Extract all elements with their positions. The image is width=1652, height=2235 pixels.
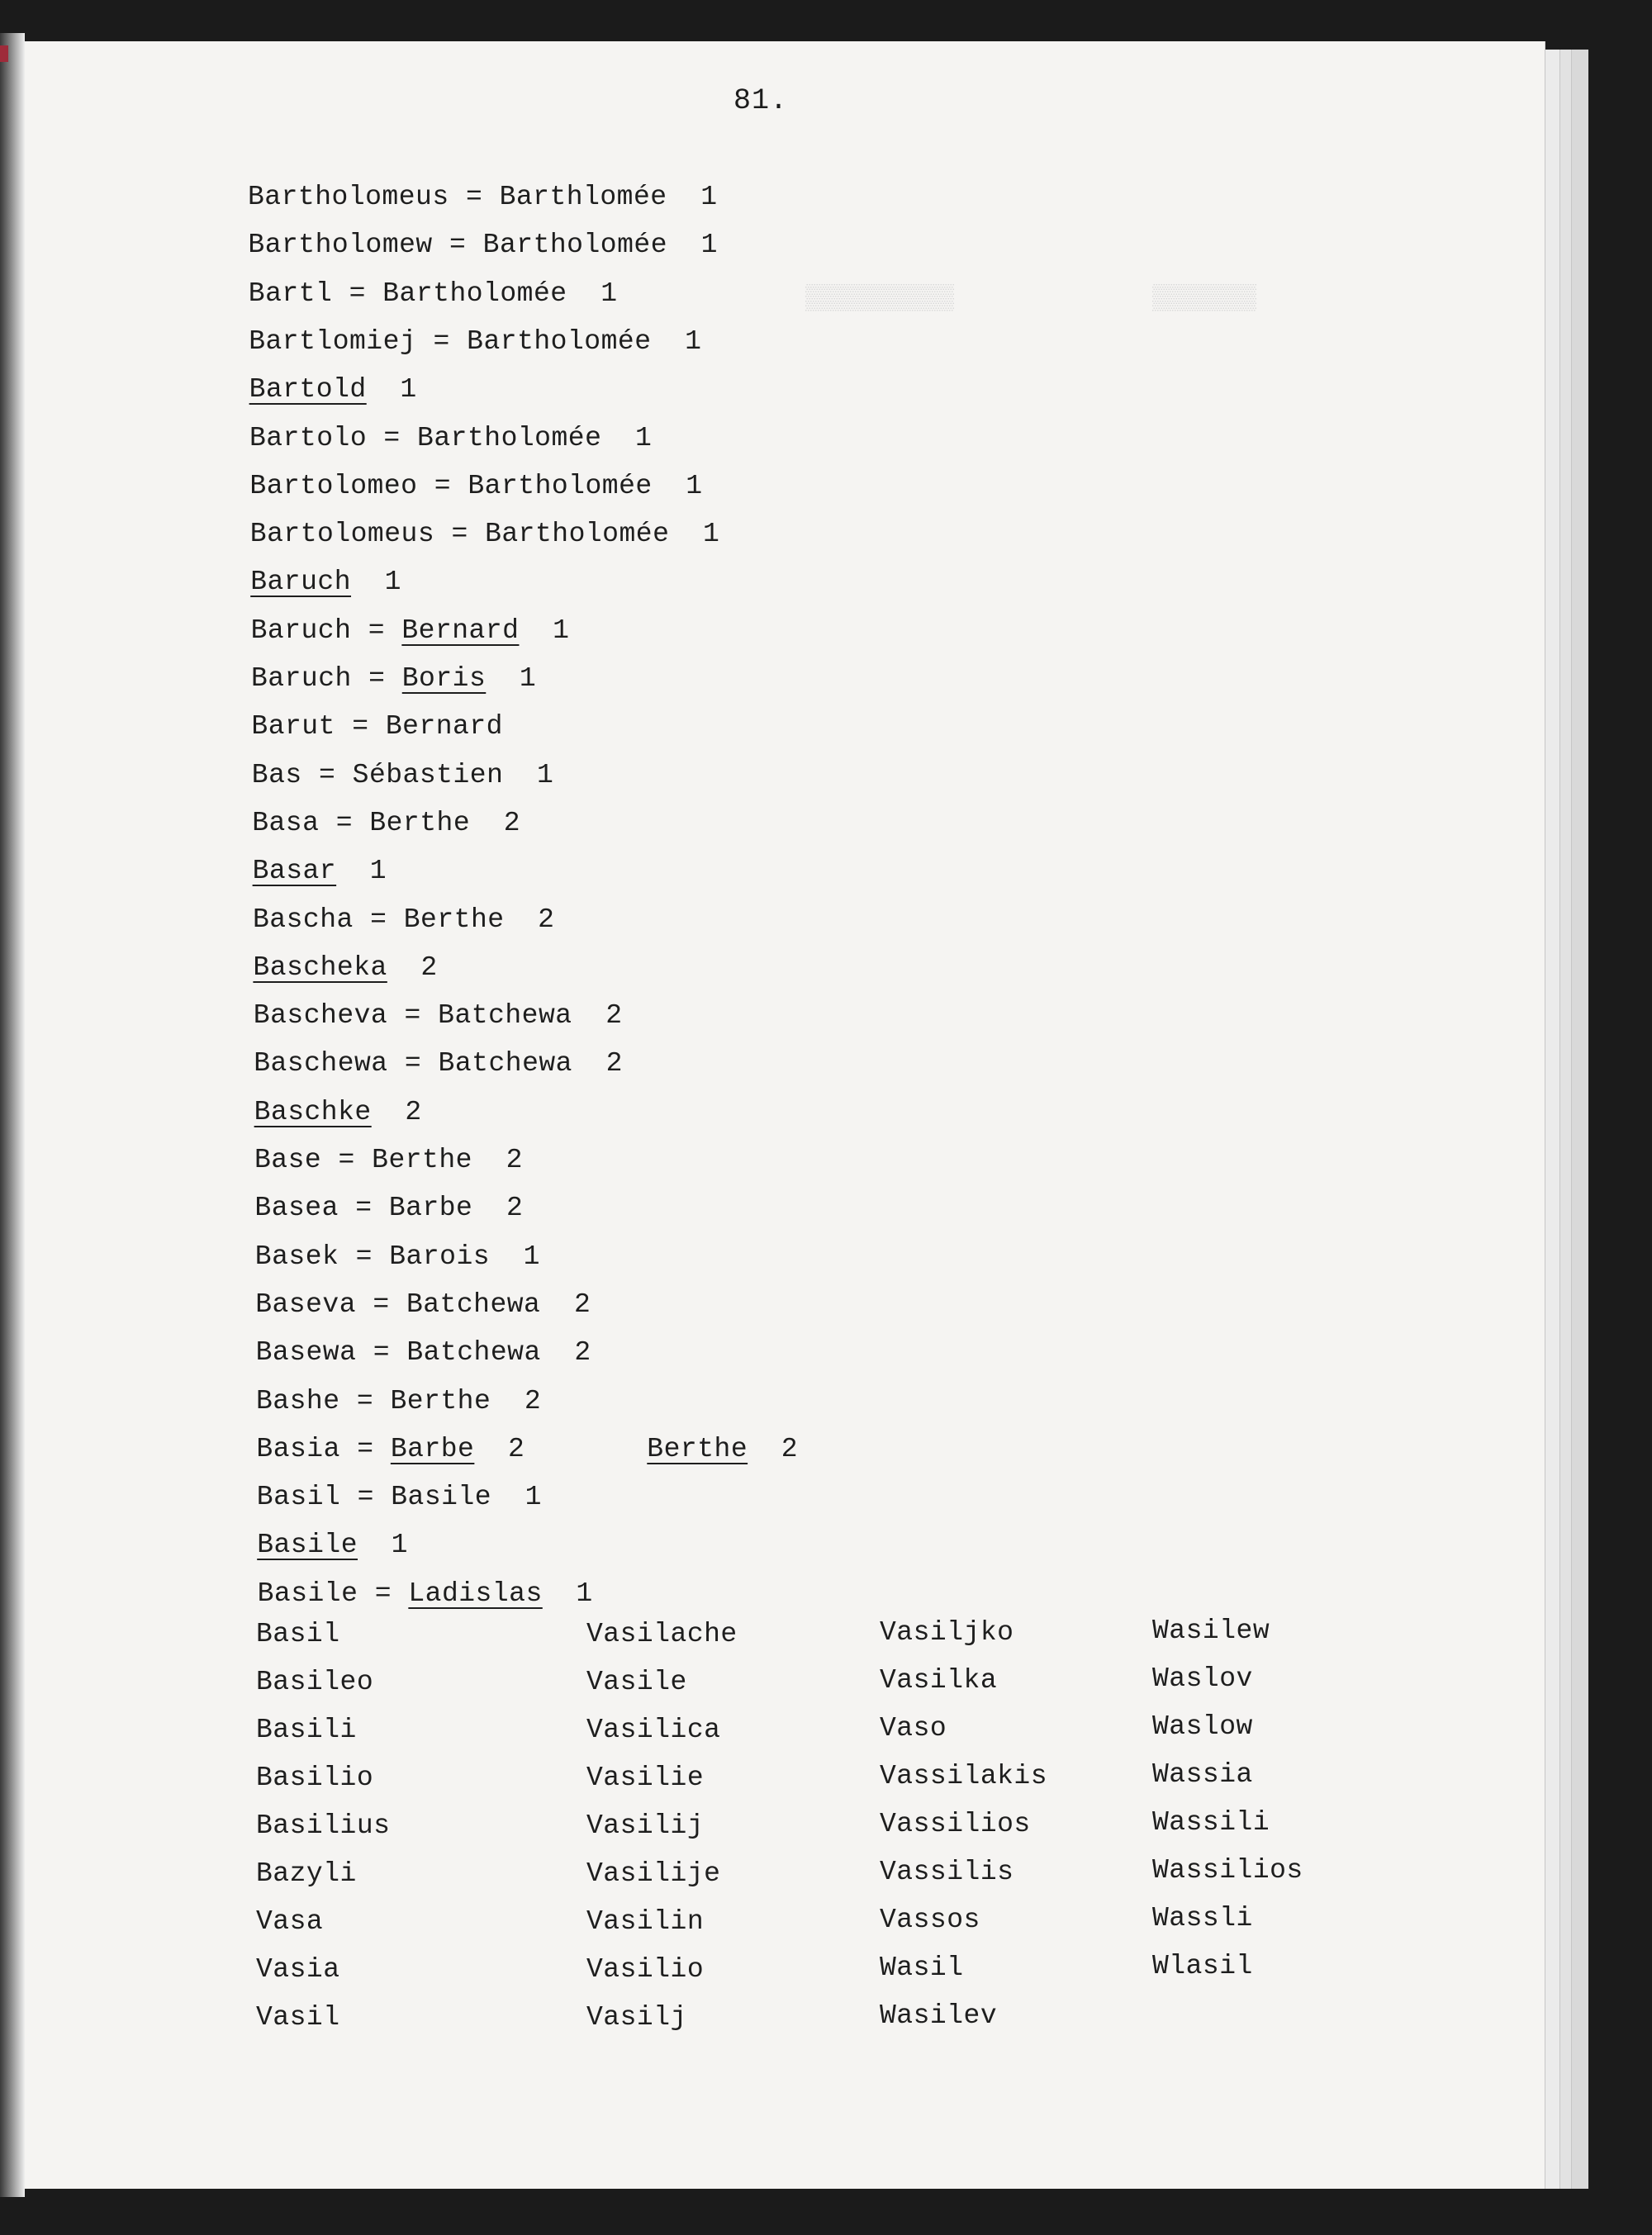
entry-equivalent: Bernard: [385, 711, 503, 743]
entry-line: [253, 904, 555, 935]
entry-equivalent: Batchewa: [406, 1337, 541, 1369]
entry-name: Bas: [251, 759, 302, 790]
binding-red-mark: [0, 45, 8, 62]
entry-count: 1: [542, 1578, 593, 1609]
entry-name: Bascheka: [253, 951, 387, 983]
equals-sign: =: [340, 1482, 392, 1513]
entry-name: Baschke: [254, 1096, 372, 1127]
entry-count: 1: [601, 422, 653, 453]
page-edge: [1559, 50, 1572, 2189]
entry-line: [254, 1097, 422, 1127]
entry-count: 2: [371, 1096, 422, 1127]
entry-name: Basewa: [255, 1337, 357, 1369]
variant-name: Waslow: [1152, 1711, 1253, 1742]
entry-equivalent: Berthe: [403, 904, 505, 935]
entry-equivalent: Barbe: [390, 1433, 475, 1464]
entry-count: 1: [336, 856, 387, 887]
entry-equivalent: Bartholomée: [382, 278, 567, 309]
entry-count: 1: [358, 1530, 408, 1561]
equals-sign: =: [416, 325, 468, 357]
variant-name: Vasilache: [586, 1619, 738, 1649]
entry-count: 1: [351, 567, 401, 598]
entry-count: 2: [387, 951, 438, 983]
equals-sign: =: [335, 711, 386, 743]
entry-line: [256, 1337, 591, 1368]
equals-sign: =: [351, 663, 402, 694]
variant-name: Bazyli: [256, 1858, 357, 1889]
variant-name: Basilio: [256, 1763, 374, 1793]
entry-count: 2: [540, 1288, 591, 1320]
variant-name: Wasilew: [1152, 1616, 1270, 1646]
entry-equivalent: Bartholomée: [417, 422, 602, 453]
entry-equivalent: Barois: [389, 1241, 491, 1272]
entry-equivalent: Berthe: [369, 807, 471, 838]
entry-name: Bartold: [249, 374, 367, 406]
entry-equivalent: Bartholomée: [467, 325, 652, 357]
entry-name: Base: [254, 1145, 322, 1175]
entry-line: [250, 519, 720, 549]
variant-name: Vasilka: [880, 1665, 998, 1696]
variant-name: Vasilie: [586, 1763, 705, 1793]
entry-count: 1: [669, 519, 720, 550]
variant-name: Basil: [256, 1619, 340, 1649]
entry-count: 2: [474, 1433, 525, 1464]
entry-equivalent: Batchewa: [438, 1048, 572, 1080]
variant-name: Vassos: [880, 1905, 980, 1935]
entry-line: [254, 1145, 523, 1175]
variant-name: Vasile: [586, 1667, 687, 1697]
entry-name: Bartholomeus: [248, 182, 449, 212]
entry-line: [249, 278, 618, 309]
entry-count: 1: [491, 1482, 542, 1513]
entry-line: [255, 1289, 591, 1320]
entry-line: [257, 1482, 542, 1512]
entry-name: Bascha: [253, 904, 354, 935]
page-number: 81.: [733, 84, 789, 117]
variant-name: Wasilev: [880, 2000, 998, 2031]
entry-count: 1: [567, 278, 618, 309]
variant-name: Vassilis: [880, 1857, 1014, 1887]
entry-line: [249, 374, 417, 405]
entry-line: [251, 711, 503, 742]
equals-sign: =: [319, 807, 370, 838]
entry-name: Baruch: [250, 567, 352, 598]
variant-name: Vasilij: [586, 1810, 705, 1841]
entry-name: Basek: [254, 1241, 339, 1272]
variant-name: Vasia: [256, 1954, 340, 1985]
variant-name: Wlasil: [1152, 1951, 1253, 1981]
entry-count: 1: [490, 1241, 540, 1272]
entry-line: [252, 808, 520, 838]
entry-name: Basile: [257, 1530, 358, 1561]
entry-line: [249, 423, 652, 453]
entry-count: 1: [667, 182, 718, 212]
variant-name: Vaso: [880, 1713, 947, 1744]
entry-count: 1: [667, 230, 718, 261]
entry-name: Basia: [256, 1433, 340, 1464]
entry-line: [257, 1530, 408, 1560]
entry-line: [254, 1000, 623, 1031]
show-through-text: ▒▒▒▒▒▒▒▒▒▒: [805, 285, 955, 313]
equals-sign: =: [417, 470, 468, 501]
entry-equivalent: Bernard: [401, 615, 520, 646]
variant-name: Vasiljko: [880, 1617, 1014, 1648]
entry-count: 2: [472, 1145, 523, 1175]
entry-count: 2: [572, 1000, 623, 1032]
entry-equivalent: Bartholomée: [468, 470, 653, 501]
entry-count: 1: [366, 374, 417, 406]
entry-name: Bartolo: [249, 422, 368, 453]
entry-name: Bartl: [248, 278, 333, 309]
entry-line: [251, 615, 570, 646]
variant-name: Vasa: [256, 1906, 324, 1937]
equals-sign: =: [301, 759, 353, 790]
entry-name: Barut: [251, 711, 335, 743]
entry-name: Baschewa: [254, 1048, 388, 1080]
equals-sign: =: [432, 230, 483, 261]
variant-name: Vasil: [256, 2002, 340, 2033]
equals-sign: =: [321, 1145, 373, 1175]
entry-count: 2: [572, 1048, 623, 1080]
entry-line: [248, 230, 718, 260]
variant-name: Vassilakis: [880, 1761, 1048, 1791]
page-edge: [1571, 50, 1588, 2189]
variant-name: Basileo: [256, 1667, 374, 1697]
variant-name: Vasilije: [586, 1858, 721, 1889]
equals-sign: =: [339, 1385, 391, 1416]
entry-line: [250, 567, 401, 597]
entry-equivalent: Batchewa: [438, 1000, 572, 1032]
entry-line: [252, 760, 554, 790]
entry-equivalent: Sébastien: [352, 759, 504, 790]
entry-count: 2: [540, 1337, 591, 1369]
entry-line: [256, 1386, 541, 1416]
variant-name: Wassilios: [1152, 1855, 1303, 1886]
entry-name: Basea: [254, 1193, 339, 1224]
entry-name: Basil: [256, 1482, 341, 1513]
entry-line: [254, 1193, 523, 1223]
entry-line: [254, 1048, 623, 1079]
equals-sign: =: [356, 1288, 406, 1320]
entry-line: [249, 471, 702, 501]
entry-name: Basa: [252, 807, 320, 838]
book-binding: [0, 33, 25, 2197]
variant-name: Wassia: [1152, 1759, 1253, 1790]
entry-equivalent: Boris: [401, 663, 487, 694]
entry-equivalent: Barthlomée: [499, 182, 667, 212]
equals-sign: =: [387, 1000, 439, 1032]
entry-equivalent: Bartholomée: [482, 230, 667, 261]
entry-name: Bartlomiej: [249, 325, 417, 357]
variant-name: Vasilio: [586, 1954, 705, 1985]
entry-name: Baruch: [251, 663, 352, 694]
variant-name: Vassilios: [880, 1809, 1031, 1839]
equals-sign: =: [351, 615, 402, 646]
entry-line: [251, 663, 536, 694]
equals-sign: =: [387, 1048, 439, 1080]
entry-equivalent: Bartholomée: [485, 519, 670, 550]
entry-count: 2: [472, 1193, 524, 1224]
entry-count: 1: [519, 615, 570, 646]
variant-name: Vasilin: [586, 1906, 705, 1937]
entry-name: Baruch: [250, 615, 352, 646]
entry-count: 1: [503, 759, 554, 790]
entry-line: [256, 1434, 798, 1464]
variant-name: Vasilj: [586, 2002, 687, 2033]
entry-count: 2: [491, 1385, 542, 1416]
equals-sign: =: [358, 1578, 409, 1609]
equals-sign: =: [356, 1337, 407, 1369]
entry-extra-equivalent: Berthe: [647, 1433, 748, 1464]
entry-count: 1: [651, 325, 702, 357]
entry-line: [253, 952, 437, 983]
entry-extra-count: 2: [748, 1433, 799, 1464]
equals-sign: =: [449, 182, 500, 212]
variant-name: Wassili: [1152, 1807, 1270, 1838]
equals-sign: =: [434, 519, 486, 550]
equals-sign: =: [353, 904, 404, 935]
entry-name: Bartolomeo: [249, 470, 418, 501]
variant-name: Basili: [256, 1715, 357, 1745]
entry-name: Bartholomew: [248, 230, 433, 261]
entry-equivalent: Berthe: [372, 1145, 472, 1175]
entry-equivalent: Ladislas: [408, 1578, 543, 1609]
equals-sign: =: [367, 422, 418, 453]
page-sheet: [25, 41, 1545, 2189]
show-through-text: ▒▒▒▒▒▒▒: [1152, 285, 1257, 313]
entry-equivalent: Basile: [391, 1482, 492, 1513]
entry-count: 1: [486, 663, 537, 694]
entry-name: Baseva: [255, 1288, 357, 1320]
entry-name: Bashe: [256, 1385, 340, 1416]
entry-equivalent: Batchewa: [406, 1288, 541, 1320]
equals-sign: =: [339, 1433, 391, 1464]
entry-line: [248, 182, 718, 212]
equals-sign: =: [338, 1193, 389, 1224]
entry-count: 1: [652, 470, 703, 501]
entry-name: Basar: [252, 856, 337, 887]
equals-sign: =: [332, 278, 383, 309]
variant-name: Waslov: [1152, 1663, 1253, 1694]
variant-name: Wasil: [880, 1953, 964, 1983]
entry-line: [258, 1578, 593, 1609]
entry-equivalent: Berthe: [390, 1385, 491, 1416]
entry-equivalent: Barbe: [388, 1193, 473, 1224]
equals-sign: =: [339, 1241, 390, 1272]
entry-line: [253, 856, 387, 886]
entry-count: 2: [470, 807, 521, 838]
entry-name: Bascheva: [253, 1000, 388, 1032]
entry-name: Bartolomeus: [249, 519, 435, 550]
entry-name: Basile: [257, 1578, 358, 1609]
variant-name: Vasilica: [586, 1715, 721, 1745]
entry-count: 2: [504, 904, 555, 935]
variant-name: Wassli: [1152, 1903, 1253, 1934]
entry-line: [249, 326, 701, 357]
entry-line: [255, 1241, 540, 1272]
variant-name: Basilius: [256, 1810, 391, 1841]
page-edge: [1545, 50, 1560, 2189]
